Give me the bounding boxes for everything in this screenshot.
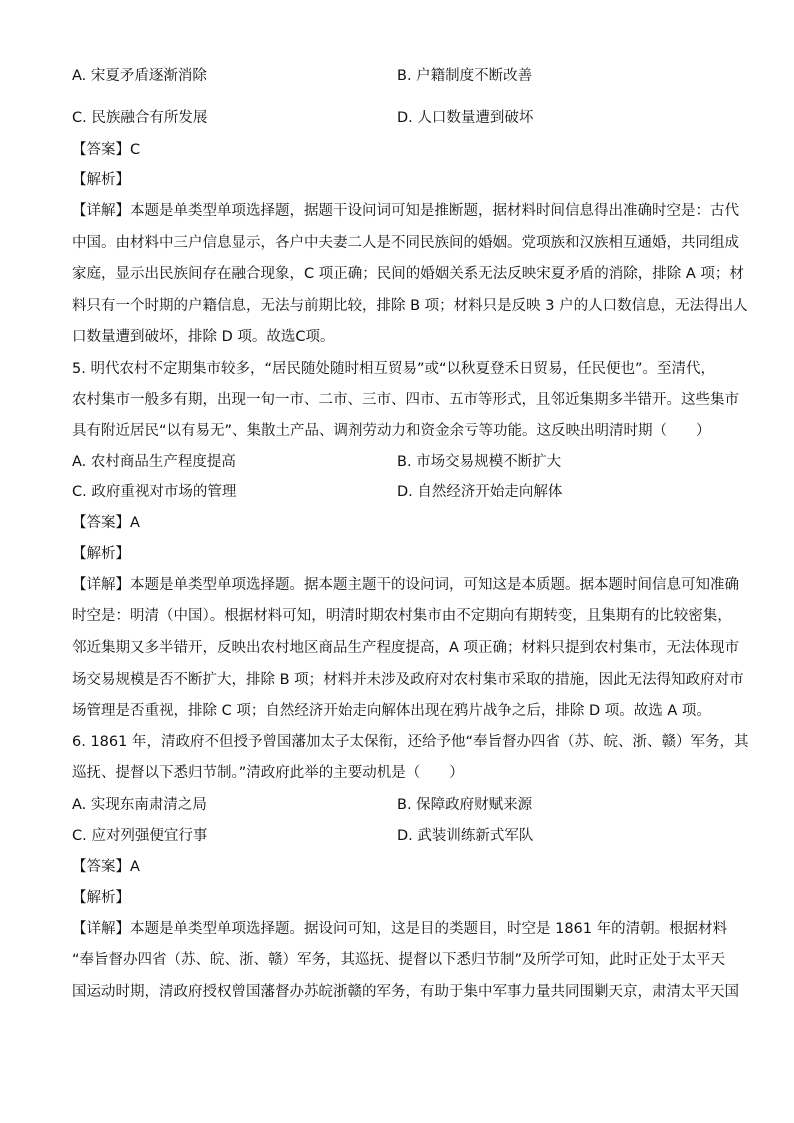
q4-answer: 【答案】C bbox=[72, 142, 141, 158]
q6-stem-line: 巡抚、提督以下悉归节制。”清政府此举的主要动机是（ ） bbox=[72, 765, 464, 781]
q5-answer: 【答案】A bbox=[72, 515, 140, 531]
q6-detail-line: “奉旨督办四省（苏、皖、浙、赣）军务，其巡抚、提督以下悉归节制”及所学可知，此时正处于太平天 bbox=[72, 952, 726, 968]
q4-detail-line: 【详解】本题是单类型单项选择题，据题干设问词可知是推断题，据材料时间信息得出准确时空是：古代 bbox=[72, 203, 739, 219]
q5-option-c: C. 政府重视对市场的管理 bbox=[72, 484, 237, 500]
q5-stem-line: 具有附近居民“以有易无”、集散土产品、调剂劳动力和资金余亏等功能。这反映出明清时期（ ） bbox=[72, 423, 711, 439]
q6-option-c: C. 应对列强便宜行事 bbox=[72, 828, 208, 844]
q5-detail-line: 场交易规模是否不断扩大，排除 B 项；材料并未涉及政府对农村集市采取的措施，因此无法得知政府对市 bbox=[72, 672, 744, 688]
q5-detail-line: 【详解】本题是单类型单项选择题。据本题主题干的设问词，可知这是本质题。据本题时间信息可知准确 bbox=[72, 577, 739, 593]
q6-analysis-label: 【解析】 bbox=[72, 890, 130, 906]
q5-detail-line: 场管理是否重视，排除 C 项；自然经济开始走向解体出现在鸦片战争之后，排除 D 项。故选 A 项。 bbox=[72, 703, 711, 719]
q4-detail-line: 料只有一个时期的户籍信息，无法与前期比较，排除 B 项；材料只是反映 3 户的人口数信息，无法得出人 bbox=[72, 298, 748, 314]
q4-detail-line: 中国。由材料中三户信息显示，各户中夫妻二人是不同民族间的婚姻。党项族和汉族相互通婚，共同组成 bbox=[72, 235, 739, 251]
q6-option-a: A. 实现东南肃清之局 bbox=[72, 797, 207, 813]
q4-option-b: B. 户籍制度不断改善 bbox=[397, 68, 533, 84]
q5-option-a: A. 农村商品生产程度提高 bbox=[72, 454, 236, 470]
q6-stem-line: 6. 1861 年，清政府不但授予曾国藩加太子太保衔，还给予他“奉旨督办四省（苏、皖、浙、赣）军务，其 bbox=[72, 734, 749, 750]
q4-option-a: A. 宋夏矛盾逐渐消除 bbox=[72, 68, 207, 84]
q4-detail-line: 口数量遭到破坏，排除 D 项。故选C项。 bbox=[72, 329, 335, 345]
q6-detail-line: 国运动时期，清政府授权曾国藩督办苏皖浙赣的军务，有助于集中军事力量共同围剿天京，肃清太平天国 bbox=[72, 984, 739, 1000]
q4-analysis-label: 【解析】 bbox=[72, 172, 130, 188]
q5-option-b: B. 市场交易规模不断扩大 bbox=[397, 454, 562, 470]
q5-stem-line: 5. 明代农村不定期集市较多，“居民随处随时相互贸易”或“以秋夏登禾日贸易，任民便也”。至清代， bbox=[72, 361, 715, 377]
q4-option-c: C. 民族融合有所发展 bbox=[72, 110, 208, 126]
q6-detail-line: 【详解】本题是单类型单项选择题。据设问可知，这是目的类题目，时空是 1861 年的清朝。根据材料 bbox=[72, 921, 728, 937]
q4-option-d: D. 人口数量遭到破坏 bbox=[397, 110, 534, 126]
q5-stem-line: 农村集市一般多有期，出现一旬一市、二市、三市、四市、五市等形式，且邻近集期多半错开。这些集市 bbox=[72, 392, 739, 408]
q6-option-d: D. 武装训练新式军队 bbox=[397, 828, 534, 844]
q5-detail-line: 时空是：明清（中国）。根据材料可知，明清时期农村集市由不定期向有期转变，且集期有的比较密集， bbox=[72, 608, 732, 624]
q6-option-b: B. 保障政府财赋来源 bbox=[397, 797, 533, 813]
q4-detail-line: 家庭，显示出民族间存在融合现象，C 项正确；民间的婚姻关系无法反映宋夏矛盾的消除，排除 A 项；材 bbox=[72, 266, 744, 282]
q5-detail-line: 邻近集期又多半错开，反映出农村地区商品生产程度提高，A 项正确；材料只提到农村集市，无法体现市 bbox=[72, 640, 740, 656]
q5-analysis-label: 【解析】 bbox=[72, 546, 130, 562]
q6-answer: 【答案】A bbox=[72, 859, 140, 875]
q5-option-d: D. 自然经济开始走向解体 bbox=[397, 484, 563, 500]
